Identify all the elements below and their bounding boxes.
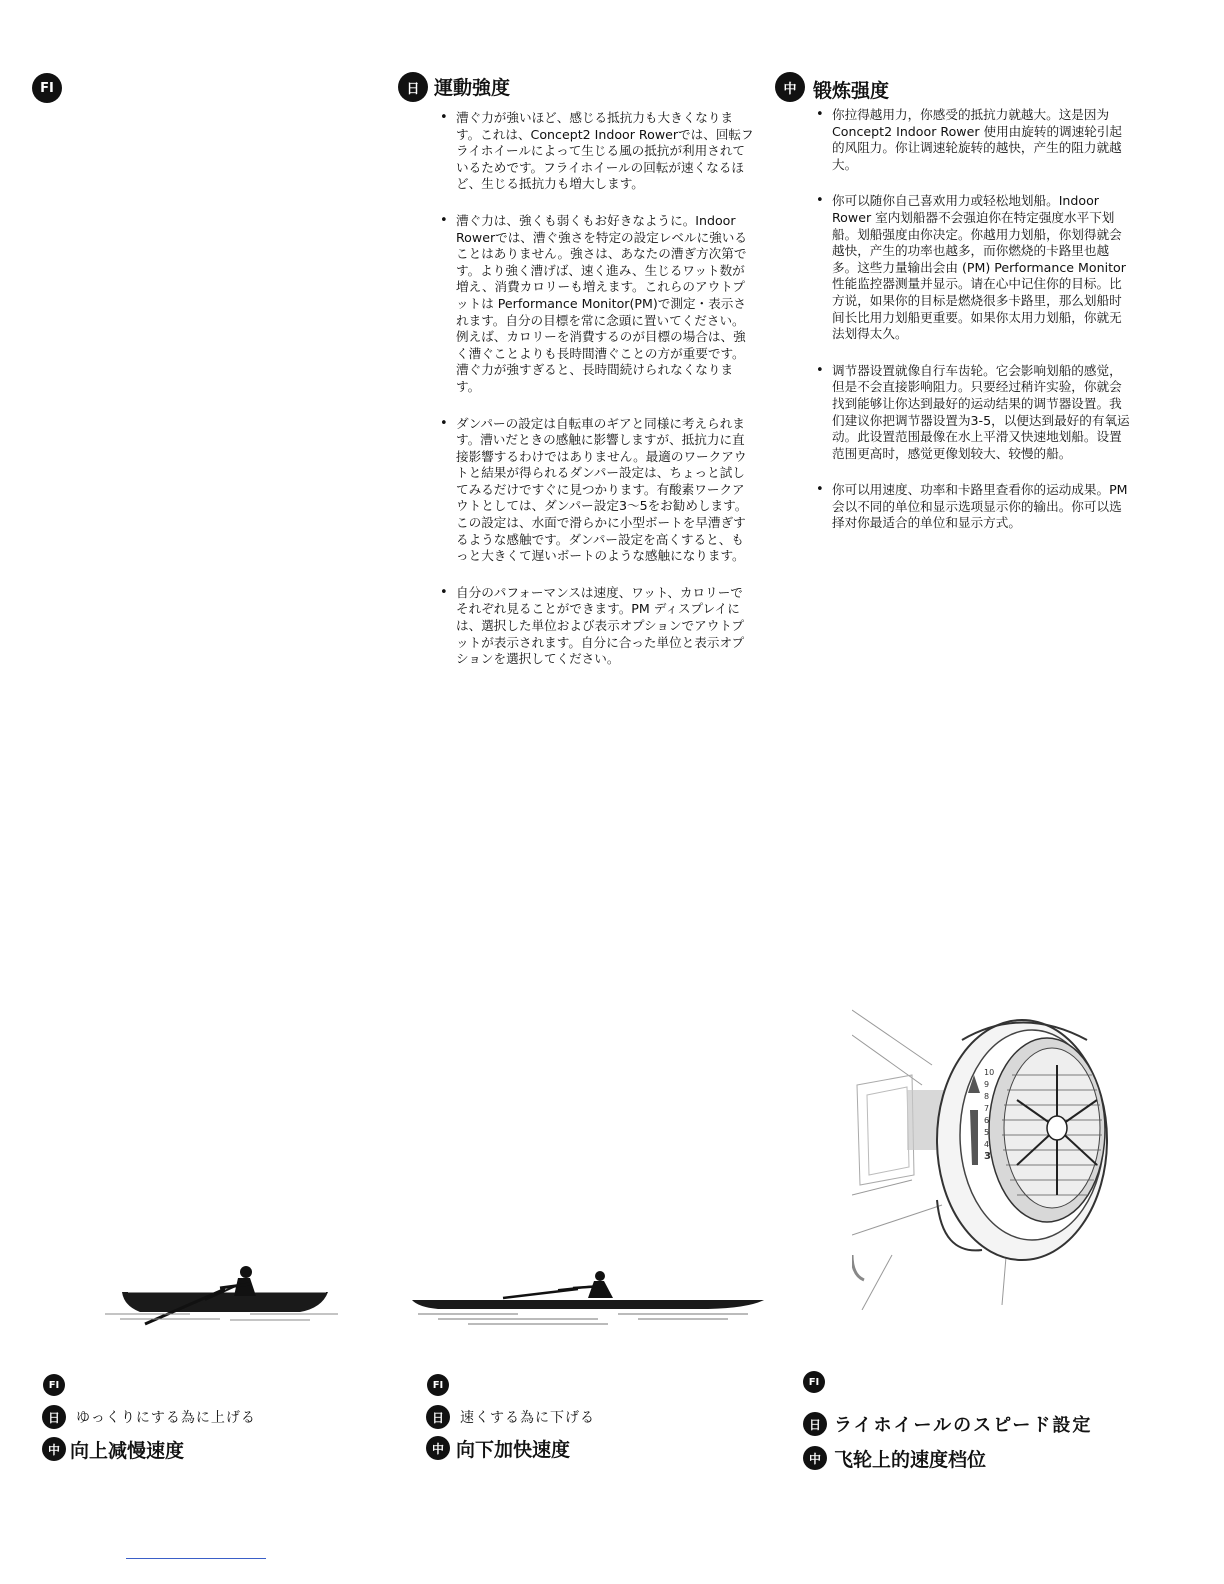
fi-language-badge: FI <box>427 1374 449 1396</box>
caption-slow-ja: ゆっくりにする為に上げる <box>76 1410 256 1426</box>
small-boat-illustration <box>408 1262 768 1334</box>
damper-number: 9 <box>984 1080 990 1089</box>
zh-section-title: 锻炼强度 <box>813 80 890 102</box>
damper-number: 6 <box>984 1116 990 1125</box>
ja-language-badge: 日 <box>803 1412 827 1436</box>
zh-bullet-3: • 调节器设置就像自行车齿轮。它会影响划船的感觉，但是不会直接影响阻力。只要经过稍许实验，你就会找到能够让你达到最好的运动结果的调节器设置。我们建议你把调节器设置为3-5，以便达到最好的有氧运动。此设置范围最像在水上平滑又快速地划船。设置范围更高时，感觉更像划较大、较慢的船。 <box>812 363 1130 463</box>
footer-divider <box>126 1558 266 1559</box>
caption-slow-zh: 向上减慢速度 <box>70 1440 185 1462</box>
caption-flywheel-ja: ライホイールのスピード設定 <box>834 1415 1093 1436</box>
fi-language-badge: FI <box>43 1374 65 1396</box>
zh-language-badge: 中 <box>775 72 805 102</box>
zh-language-badge: 中 <box>803 1446 827 1470</box>
ja-bullet-2: • 漕ぐ力は、強くも弱くもお好きなように。Indoor Rowerでは、漕ぐ強さを特定の設定レベルに強いることはありません。強さは、あなたの漕ぎ方次第です。より強く漕げば、速く進み、生じるワット数が増え、消費カロリーも増えます。これらのアウトプットは Performance Monitor(PM)で測定・表示されます。自分の目標を常に念頭に置いてください。例えば、カロリーを消費するのが目標の場合は、強く漕ぐことよりも長時間漕ぐことの方が重要です。漕ぐ力が強すぎると、長時間続けられなくなります。 <box>436 213 754 396</box>
ja-language-badge: 日 <box>426 1405 450 1429</box>
ja-bullet-4: • 自分のパフォーマンスは速度、ワット、カロリーでそれぞれ見ることができます。PM ディスプレイには、選択した単位および表示オプションでアウトプットが表示されます。自分に合った単位と表示オプションを選択してください。 <box>436 585 754 668</box>
damper-number: 10 <box>984 1068 995 1077</box>
fi-language-badge: FI <box>803 1371 825 1393</box>
damper-number: 7 <box>984 1104 990 1113</box>
damper-number: 3 <box>984 1151 991 1162</box>
caption-flywheel-zh: 飞轮上的速度档位 <box>834 1449 987 1471</box>
ja-bullet-3: • ダンパーの設定は自転車のギアと同様に考えられます。漕いだときの感触に影響しますが、抵抗力に直接影響するわけではありません。最適のワークアウトと結果が得られるダンパー設定は、ちょっと試してみるだけですぐに見つかります。有酸素ワークアウトとしては、ダンパー設定3〜5をお勧めします。この設定は、水面で滑らかに小型ボートを早漕ぎするような感触です。ダンパー設定を高くすると、もっと大きくて遅いボートのような感触になります。 <box>436 416 754 565</box>
caption-fast-ja: 速くする為に下げる <box>460 1410 595 1426</box>
zh-bullet-4: • 你可以用速度、功率和卡路里查看你的运动成果。PM 会以不同的单位和显示选项显示你的输出。你可以选择对你最适合的单位和显示方式。 <box>812 482 1130 532</box>
damper-number: 4 <box>984 1140 990 1149</box>
ja-bullet-list <box>436 110 754 688</box>
caption-fast-zh: 向下加快速度 <box>456 1439 571 1461</box>
zh-bullet-list <box>812 107 1130 552</box>
flywheel-damper-illustration <box>852 1005 1112 1310</box>
ja-language-badge: 日 <box>42 1405 66 1429</box>
zh-bullet-2: • 你可以随你自己喜欢用力或轻松地划船。Indoor Rower 室内划船器不会强迫你在特定强度水平下划船。划船强度由你决定。你越用力划船，你划得就会越快，产生的功率也越多，而你燃烧的卡路里也越多。这些力量输出会由 (PM) Performance Monitor 性能监控器测量并显示。请在心中记住你的目标。比方说，如果你的目标是燃烧很多卡路里，那么划船时间长比用力划船更重要。如果你太用力划船，你就无法划得太久。 <box>812 193 1130 342</box>
zh-bullet-1: • 你拉得越用力，你感受的抵抗力就越大。这是因为Concept2 Indoor Rower 使用由旋转的调速轮引起的风阻力。你让调速轮旋转的越快，产生的阻力就越大。 <box>812 107 1130 173</box>
ja-section-title: 運動強度 <box>434 77 511 99</box>
fi-language-badge: FI <box>32 73 62 103</box>
damper-number: 8 <box>984 1092 990 1101</box>
zh-language-badge: 中 <box>426 1436 450 1460</box>
large-boat-illustration <box>100 1262 340 1330</box>
zh-language-badge: 中 <box>42 1437 66 1461</box>
ja-language-badge: 日 <box>398 72 428 102</box>
ja-bullet-1: • 漕ぐ力が強いほど、感じる抵抗力も大きくなります。これは、Concept2 Indoor Rowerでは、回転フライホイールによって生じる風の抵抗が利用されているためです。フライホイールの回転が速くなるほど、生じる抵抗力も増大します。 <box>436 110 754 193</box>
damper-number: 5 <box>984 1128 990 1137</box>
